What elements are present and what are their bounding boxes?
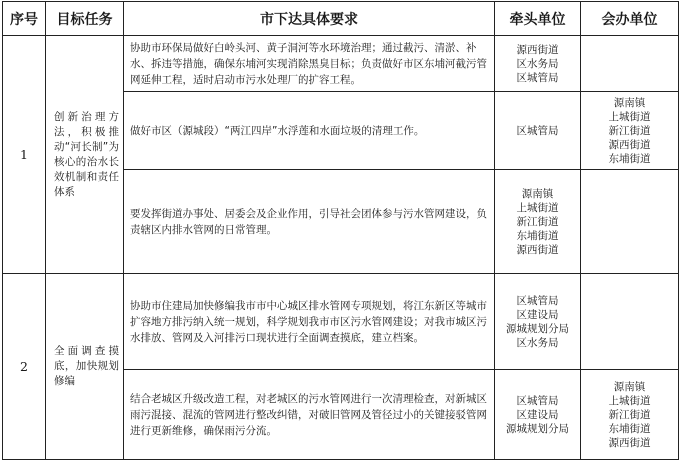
unit-name: 东埔街道 xyxy=(608,152,651,165)
table-row xyxy=(3,274,679,370)
co-cell xyxy=(581,92,679,170)
co-cell xyxy=(581,274,679,370)
row-number: 1 xyxy=(3,36,46,274)
requirement-cell: 做好市区（源城段）“两江四岸”水浮莲和水面垃圾的清理工作。 xyxy=(124,92,495,170)
unit-name: 源城规划分局 xyxy=(506,322,569,335)
requirement-cell: 协助市环保局做好白岭头河、黄子洞河等水环境治理；通过截污、清淤、补水、拆违等措施，确保东埔河实现消除黑臭目标；负责做好市区东埔河截污管网延伸工程，适时启动市污水处理厂的扩容工程。 xyxy=(124,36,495,92)
unit-name: 区城管局 xyxy=(516,71,559,84)
header-no: 序号 xyxy=(3,2,46,36)
co-cell xyxy=(581,370,679,460)
unit-name: 区城管局 xyxy=(516,294,559,307)
unit-name: 源南镇 xyxy=(613,96,646,109)
lead-cell xyxy=(495,92,581,170)
unit-name: 新江街道 xyxy=(608,408,651,421)
table-row xyxy=(3,36,679,92)
unit-name: 源南镇 xyxy=(613,380,646,393)
unit-name: 源南镇 xyxy=(521,187,554,200)
unit-name: 源西街道 xyxy=(608,138,651,151)
co-cell xyxy=(581,170,679,274)
header-goal: 目标任务 xyxy=(46,2,124,36)
unit-name: 上城街道 xyxy=(608,110,651,123)
unit-name: 区城管局 xyxy=(516,124,559,137)
unit-name: 区城管局 xyxy=(516,394,559,407)
unit-name: 东埔街道 xyxy=(516,229,559,242)
unit-name: 新江街道 xyxy=(608,124,651,137)
header-row xyxy=(3,2,679,36)
unit-name: 上城街道 xyxy=(516,201,559,214)
requirement-cell: 要发挥街道办事处、居委会及企业作用，引导社会团体参与污水管网建设，负责辖区内排水管网的日常管理。 xyxy=(124,170,495,274)
goal-cell: 创新治理方法，积极推动“河长制”为核心的治水长效机制和责任体系 xyxy=(46,36,124,274)
unit-name: 区建设局 xyxy=(516,408,559,421)
lead-cell xyxy=(495,370,581,460)
header-lead: 牵头单位 xyxy=(495,2,581,36)
unit-name: 区水务局 xyxy=(516,336,559,349)
unit-name: 东埔街道 xyxy=(608,422,651,435)
lead-cell xyxy=(495,274,581,370)
unit-name: 源西街道 xyxy=(516,43,559,56)
goal-cell: 全面调查摸底，加快规划修编 xyxy=(46,274,124,460)
lead-cell xyxy=(495,36,581,92)
unit-name: 源城规划分局 xyxy=(506,422,569,435)
requirement-cell: 协助市住建局加快修编我市市中心城区排水管网专项规划，将江东新区等城市扩容地方排污纳入统一规划，科学规划我市市区污水管网建设；对我市城区污水排放、管网及入河排污口现状进行全面调查摸底，建立档案。 xyxy=(124,274,495,370)
lead-cell xyxy=(495,170,581,274)
header-requirement: 市下达具体要求 xyxy=(124,2,495,36)
row-number: 2 xyxy=(3,274,46,460)
unit-name: 上城街道 xyxy=(608,394,651,407)
task-table xyxy=(2,1,679,460)
requirement-cell: 结合老城区升级改造工程，对老城区的污水管网进行一次清理检查，对新城区雨污混接、混流的管网进行整改纠错，对破旧管网及管径过小的关键接驳管网进行更新维修，确保雨污分流。 xyxy=(124,370,495,460)
unit-name: 区建设局 xyxy=(516,308,559,321)
header-co: 会办单位 xyxy=(581,2,679,36)
unit-name: 区水务局 xyxy=(516,57,559,70)
unit-name: 源西街道 xyxy=(516,243,559,256)
co-cell xyxy=(581,36,679,92)
unit-name: 新江街道 xyxy=(516,215,559,228)
unit-name: 源西街道 xyxy=(608,436,651,449)
